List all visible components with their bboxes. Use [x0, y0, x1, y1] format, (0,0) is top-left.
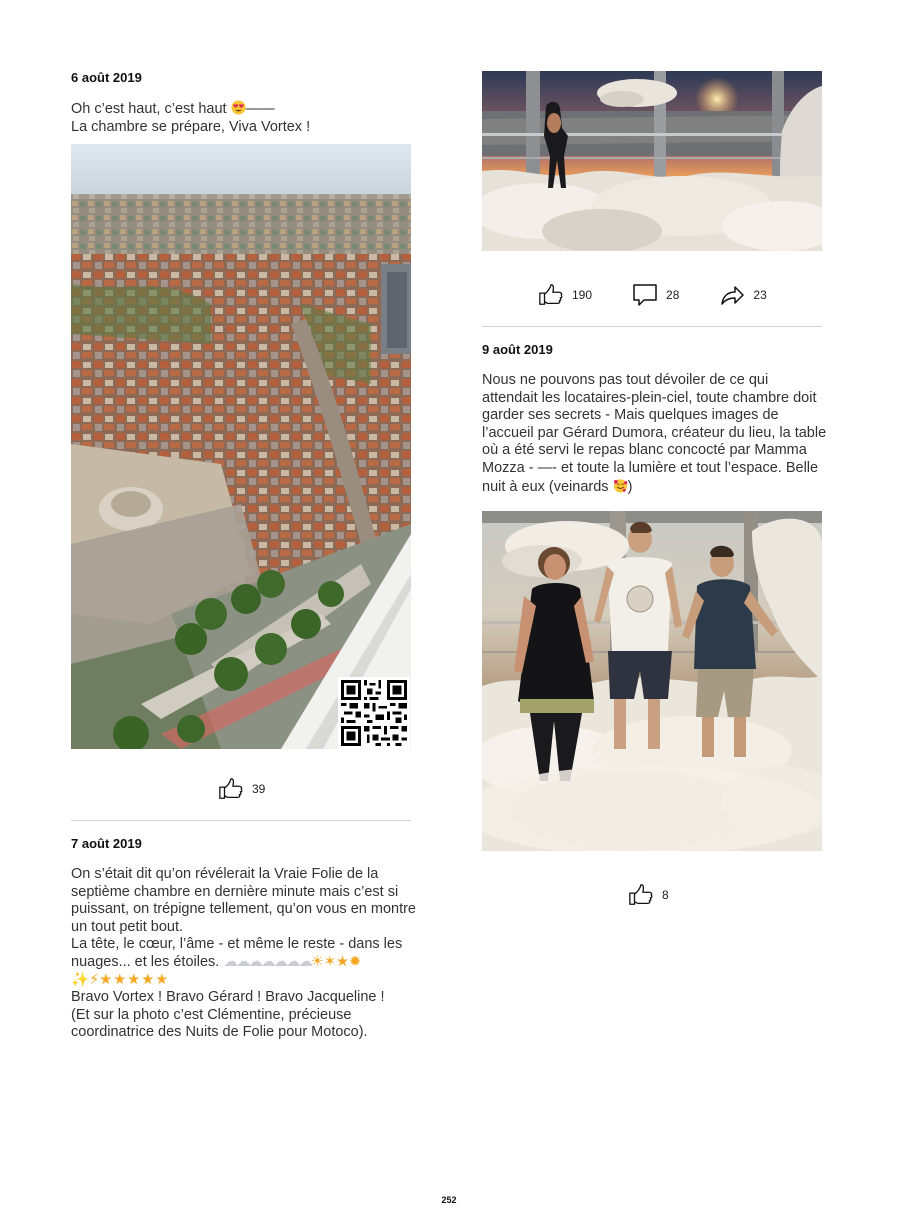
sun-emoji-icon: ☀	[310, 953, 324, 970]
share-count: 23	[753, 288, 767, 302]
city-aerial-photo	[71, 144, 411, 749]
post-text-paragraph: (Et sur la photo c’est Clémentine, précieuse coordinatrice des Nuits de Folie pour Motoco).	[71, 1006, 368, 1041]
like-button[interactable]	[628, 883, 669, 907]
post-date: 6 août 2019	[71, 70, 142, 85]
like-count: 190	[572, 288, 593, 302]
post-reactions	[218, 777, 265, 801]
post-text-paragraph: La tête, le cœur, l’âme - et même le reste - dans les nuages... et les étoiles.	[71, 936, 403, 970]
post-date: 7 août 2019	[71, 836, 142, 851]
thumbs-up-icon	[628, 883, 654, 907]
post-text	[71, 100, 411, 136]
post-text-dash: ——	[245, 101, 275, 117]
post	[71, 836, 416, 1042]
post-text-paragraph: On s’était dit qu’on révélerait la Vraie Folie de la septième chambre en dernière minute mais c’est si puissant, on trépigne tellement, qu’on vous en montre un tout petit bout.	[71, 866, 416, 935]
heart-eyes-emoji-icon	[231, 100, 246, 115]
cloud-emoji-row: ☁☁☁☁☁☁☁	[223, 953, 311, 970]
comment-button[interactable]	[632, 283, 679, 307]
post-text	[71, 866, 416, 1042]
like-button[interactable]	[218, 777, 265, 801]
speech-bubble-icon	[632, 283, 658, 307]
post-text	[482, 372, 827, 496]
like-count: 39	[252, 782, 266, 796]
comment-count: 28	[666, 288, 680, 302]
star-emoji-row: ★★★★★	[99, 971, 170, 988]
cloud-room-photo	[482, 71, 822, 251]
post-text-close: )	[627, 478, 633, 495]
post-reactions	[538, 283, 767, 307]
smiling-face-with-hearts-icon	[613, 478, 628, 493]
left-column	[71, 70, 411, 136]
post-divider	[482, 326, 822, 327]
post-date: 9 août 2019	[482, 342, 553, 357]
sparkles-emoji-icon: ✨	[71, 971, 90, 988]
lightning-emoji-icon: ⚡	[89, 971, 100, 988]
like-count: 8	[662, 888, 669, 902]
post-text-paragraph: Bravo Vortex ! Bravo Gérard ! Bravo Jacqueline !	[71, 989, 385, 1006]
star-emoji-icon: ★	[336, 953, 349, 970]
group-cloud-photo	[482, 511, 822, 851]
share-button[interactable]	[719, 283, 766, 307]
thumbs-up-icon	[218, 777, 244, 801]
share-arrow-icon	[719, 283, 745, 307]
page-number: 252	[441, 1195, 457, 1205]
post	[482, 342, 827, 496]
post-text-paragraph: Nous ne pouvons pas tout dévoiler de ce qui attendait les locataires-plein-ciel, toute chambre doit garder ses secrets - Mais quelques images de l’accueil par Gérard Dumora, créateur du lieu, la table où a été servi le repas blanc concocté par Mamma Mozza - —- et toute la lumière et tout l’espace. Belle nuit à eux (veinards	[482, 372, 827, 495]
post-divider	[71, 820, 411, 821]
comet-emoji-icon: ✶	[323, 953, 336, 970]
post-text-line: La chambre se prépare, Viva Vortex !	[71, 118, 311, 135]
post-text-line: Oh c’est haut, c’est haut	[71, 101, 231, 117]
glowing-star-emoji-icon: ✹	[349, 953, 362, 970]
like-button[interactable]	[538, 283, 592, 307]
thumbs-up-icon	[538, 283, 564, 307]
qr-code[interactable]	[338, 677, 410, 749]
post-reactions	[628, 883, 669, 907]
